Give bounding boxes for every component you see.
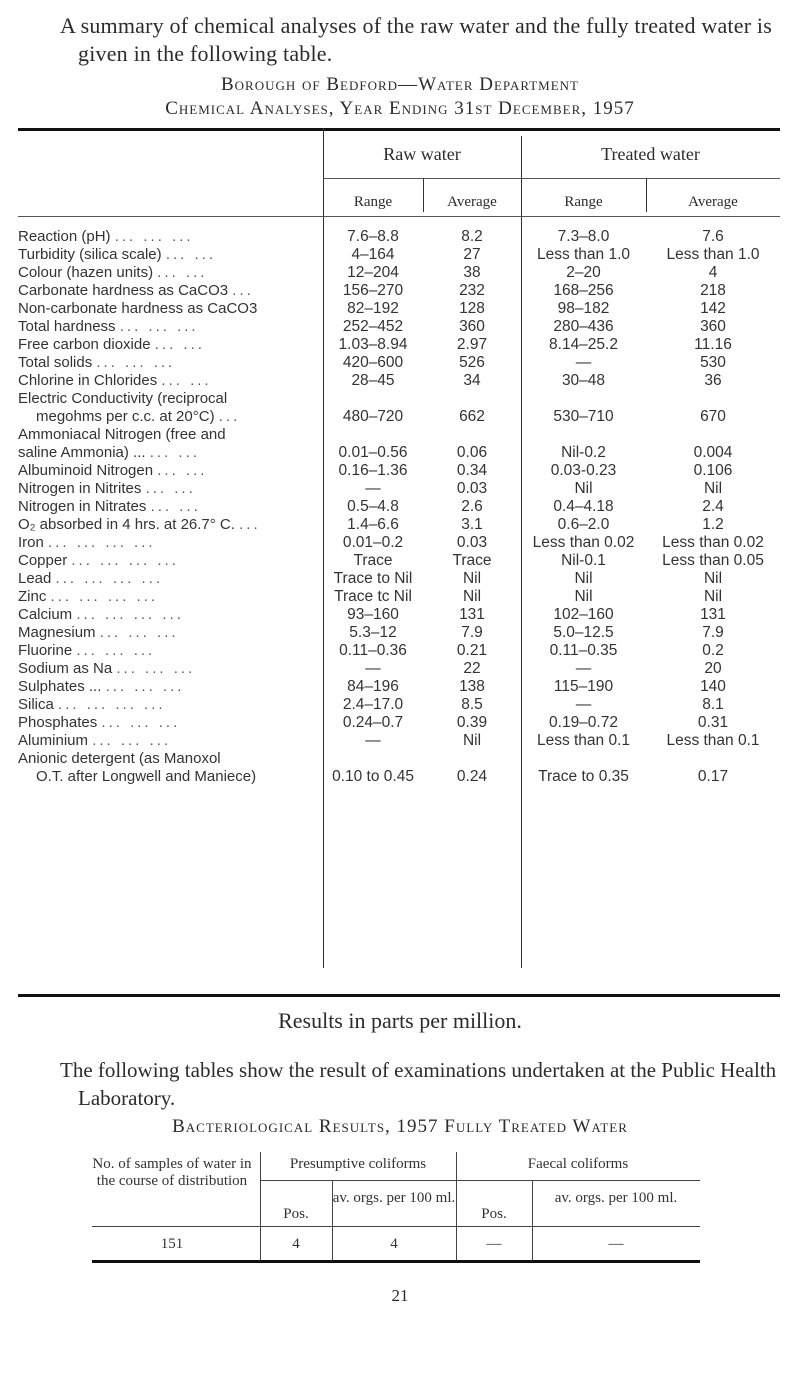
raw-average-value: Trace (452, 552, 492, 569)
treated-average-value: 360 (700, 318, 726, 335)
raw-average-header: Average (447, 194, 497, 210)
parameter-label-cont (18, 408, 323, 426)
table-row (18, 354, 780, 372)
raw-average-value: 22 (463, 660, 481, 677)
parameter-label: Ammoniacal Nitrogen (free and (18, 426, 226, 443)
parameter-label: Calcium (18, 606, 73, 623)
divider-raw-cols (423, 178, 424, 212)
parameter-label: Silica (18, 696, 54, 713)
table-row (18, 498, 780, 516)
table-row (18, 318, 780, 336)
raw-average-value: 3.1 (461, 516, 483, 533)
treated-average-value: 36 (704, 372, 722, 389)
parameter-name (18, 552, 323, 570)
raw-average-value: 232 (459, 282, 485, 299)
parameter-name (18, 732, 323, 750)
raw-average-value: 2.97 (456, 336, 488, 353)
parameter-name (18, 336, 323, 354)
faecal-avorgs-value: — (608, 1236, 624, 1252)
treated-range-value: — (575, 696, 592, 713)
raw-average-value: 7.9 (461, 624, 483, 641)
raw-range-value: 0.11–0.36 (339, 642, 407, 659)
faecal-pos-value: — (486, 1236, 502, 1252)
parameter-name (18, 606, 323, 624)
leader-dots: ... ... ... (119, 318, 199, 335)
analysis-rows (18, 228, 780, 786)
raw-average-value: 8.5 (461, 696, 483, 713)
raw-range-value: 0.10 to 0.45 (332, 768, 414, 785)
parameter-label: Nitrogen in Nitrites (18, 480, 142, 497)
leader-dots: ... ... (165, 246, 217, 263)
raw-average-value: 128 (459, 300, 485, 317)
treated-average-value: 530 (700, 354, 726, 371)
parameter-name (18, 642, 323, 660)
raw-average-value: 526 (459, 354, 485, 371)
treated-range-value: 530–710 (553, 408, 614, 425)
raw-average-value: 662 (459, 408, 485, 425)
treated-range-value: 280–436 (553, 318, 614, 335)
parameter-name (18, 264, 323, 282)
parameter-name (18, 282, 323, 300)
presumptive-pos-value: 4 (292, 1236, 300, 1252)
table-row (18, 390, 780, 426)
treated-range-value: Nil (574, 480, 593, 497)
raw-average-value: 27 (463, 246, 481, 263)
leader-dots: ... ... ... ... (76, 606, 184, 623)
parameter-name (18, 318, 323, 336)
table-row (18, 246, 780, 264)
raw-average-value: 8.2 (461, 228, 483, 245)
parameter-name (18, 588, 323, 606)
header-bottom-rule (18, 216, 780, 217)
intro-paragraph: A summary of chemical analyses of the raw water and the fully treated water is given in the following table. (60, 13, 773, 66)
treated-average-value: Less than 0.1 (666, 732, 760, 749)
treated-range-value: 115–190 (553, 678, 614, 695)
parameter-label: Free carbon dioxide (18, 336, 151, 353)
parameter-label-cont (18, 768, 323, 786)
leader-dots: ... ... ... (101, 714, 181, 731)
treated-water-header: Treated water (601, 144, 700, 164)
table-row (18, 300, 780, 318)
raw-range-value: 480–720 (342, 408, 404, 425)
raw-range-value: 156–270 (342, 282, 404, 299)
parameter-name (18, 246, 323, 264)
raw-average-value: 0.21 (456, 642, 488, 659)
parameter-name (18, 228, 323, 246)
parameter-name (18, 570, 323, 588)
table-row (18, 642, 780, 660)
presumptive-avorgs-header: av. orgs. per 100 ml. (332, 1190, 456, 1206)
treated-range-header: Range (564, 194, 603, 210)
parameter-label: Aluminium (18, 732, 89, 749)
table-row (18, 570, 780, 588)
table-row (18, 336, 780, 354)
parameter-label: Colour (hazen units) (18, 264, 154, 281)
raw-range-value: Trace to Nil (333, 570, 413, 587)
raw-range-value: 82–192 (347, 300, 399, 317)
faecal-pos-header: Pos. (481, 1206, 507, 1222)
raw-average-value: Nil (462, 588, 482, 605)
raw-range-value: 252–452 (342, 318, 404, 335)
raw-range-value: 0.24–0.7 (342, 714, 404, 731)
table-row (18, 426, 780, 462)
bacteriological-heading: Bacteriological Results, 1957 Fully Treated Water (172, 1116, 628, 1137)
raw-average-value: 0.34 (456, 462, 488, 479)
parameter-label: Copper (18, 552, 68, 569)
parameter-label: Reaction (pH) (18, 228, 111, 245)
parameter-name (18, 354, 323, 372)
treated-range-value: Nil (574, 570, 593, 587)
raw-range-value: 5.3–12 (349, 624, 397, 641)
table-row (18, 516, 780, 534)
bact-bottom-rule (92, 1260, 700, 1263)
parameter-name (18, 372, 323, 390)
header-sub-rule (323, 178, 780, 179)
presumptive-pos-header: Pos. (283, 1206, 309, 1222)
raw-range-header: Range (353, 194, 393, 210)
parameter-name (18, 462, 323, 480)
following-tables-paragraph: The following tables show the result of examinations undertaken at the Public Health Laboratory. (60, 1058, 777, 1110)
treated-range-value: 0.4–4.18 (553, 498, 614, 515)
parameter-label: Magnesium (18, 624, 96, 641)
treated-average-value: Less than 1.0 (666, 246, 760, 263)
treated-range-value: 0.11–0.35 (549, 642, 618, 659)
raw-range-value: 0.16–1.36 (338, 462, 408, 479)
treated-range-value: Less than 1.0 (536, 246, 631, 263)
results-note: Results in parts per million. (278, 1008, 522, 1033)
bacteriological-table (92, 1152, 700, 1252)
leader-dots: ... ... ... (116, 660, 196, 677)
raw-range-value: 0.01–0.2 (342, 534, 404, 551)
parameter-label: O₂ absorbed in 4 hrs. at 26.7° C. (18, 516, 235, 533)
leader-dots: ... ... ... (114, 228, 194, 245)
table-row (18, 750, 780, 786)
raw-average-value: 138 (459, 678, 485, 695)
raw-range-value: — (365, 732, 381, 749)
treated-range-value: 2–20 (566, 264, 601, 281)
presumptive-avorgs-value: 4 (390, 1236, 398, 1252)
treated-range-value: 0.19–0.72 (549, 714, 618, 731)
treated-range-value: Nil-0.1 (561, 552, 606, 569)
raw-range-value: 2.4–17.0 (342, 696, 404, 713)
treated-range-value: — (575, 354, 592, 371)
raw-water-header: Raw water (383, 144, 461, 164)
treated-average-value: 142 (700, 300, 726, 317)
parameter-label: Zinc (18, 588, 47, 605)
raw-range-value: 0.5–4.8 (347, 498, 399, 515)
treated-range-value: 7.3–8.0 (557, 228, 610, 245)
raw-average-value: 0.03 (456, 534, 488, 551)
treated-average-value: Nil (703, 570, 723, 587)
divider-treated-cols (646, 178, 647, 212)
raw-range-value: — (365, 480, 381, 497)
raw-range-value: 28–45 (351, 372, 395, 389)
table-row (18, 714, 780, 732)
table-row (18, 732, 780, 750)
bact-row-divider-4 (532, 1226, 533, 1260)
treated-average-value: 1.2 (702, 516, 724, 533)
raw-range-value: 1.4–6.6 (347, 516, 399, 533)
leader-dots: ... ... ... (99, 624, 179, 641)
presumptive-header: Presumptive coliforms (289, 1156, 427, 1172)
leader-dots: ... (218, 408, 241, 425)
treated-average-value: 131 (700, 606, 726, 623)
parameter-label: Phosphates (18, 714, 98, 731)
raw-range-value: Trace tc Nil (334, 588, 412, 605)
top-rule (18, 128, 780, 131)
treated-range-value: 102–160 (553, 606, 614, 623)
parameter-name (18, 390, 323, 426)
parameter-label: Turbidity (silica scale) (18, 246, 162, 263)
table-row (18, 372, 780, 390)
raw-average-value: 34 (463, 372, 481, 389)
leader-dots: ... ... (145, 480, 196, 497)
treated-range-value: 0.03-0.23 (550, 462, 617, 479)
parameter-name (18, 660, 323, 678)
raw-range-value: 93–160 (347, 606, 399, 623)
table-row (18, 660, 780, 678)
raw-average-value: 38 (463, 264, 481, 281)
leader-dots: ... ... ... (76, 642, 156, 659)
treated-average-value: 7.6 (702, 228, 724, 245)
treated-average-value: 11.16 (694, 336, 732, 353)
bact-row-divider-3 (456, 1226, 457, 1260)
leader-dots: ... ... (150, 498, 201, 515)
treated-range-value: Nil-0.2 (561, 444, 606, 461)
raw-range-value: 7.6–8.8 (347, 228, 399, 245)
parameter-name (18, 750, 323, 786)
table-row (18, 606, 780, 624)
treated-range-value: 168–256 (553, 282, 614, 299)
bottom-rule (18, 994, 780, 997)
parameter-label: Chlorine in Chlorides (18, 372, 158, 389)
page-number: 21 (391, 1286, 409, 1305)
treated-average-value: Less than 0.05 (662, 552, 764, 569)
samples-value: 151 (160, 1236, 184, 1252)
leader-dots: ... ... ... ... (48, 534, 156, 551)
leader-dots: ... ... ... ... (55, 570, 164, 587)
treated-range-value: 30–48 (561, 372, 606, 389)
table-row (18, 462, 780, 480)
raw-average-value: 131 (459, 606, 485, 623)
treated-average-value: 0.106 (693, 462, 733, 479)
table-row (18, 282, 780, 300)
treated-average-value: 0.17 (697, 768, 729, 785)
parameter-label: Carbonate hardness as CaCO3 (18, 282, 229, 299)
raw-average-value: 2.6 (461, 498, 483, 515)
treated-range-value: 0.6–2.0 (557, 516, 610, 533)
table-row (18, 624, 780, 642)
treated-average-value: 7.9 (702, 624, 724, 641)
raw-range-value: 84–196 (347, 678, 399, 695)
treated-range-value: Trace to 0.35 (538, 768, 629, 785)
parameter-label-line2: O.T. after Longwell and Maniece) (36, 768, 257, 785)
parameter-name (18, 498, 323, 516)
treated-average-value: Less than 0.02 (662, 534, 764, 551)
raw-average-value: 0.06 (456, 444, 488, 461)
parameter-label: Total solids (18, 354, 93, 371)
analyses-heading: Chemical Analyses, Year Ending 31st December, 1957 (165, 98, 635, 119)
treated-average-value: 2.4 (702, 498, 724, 515)
table-row (18, 678, 780, 696)
department-heading: Borough of Bedford—Water Department (220, 74, 579, 95)
leader-dots: ... ... (157, 462, 208, 479)
treated-range-value: Less than 0.1 (536, 732, 631, 749)
table-row (18, 264, 780, 282)
faecal-header: Faecal coliforms (527, 1156, 629, 1172)
treated-average-value: 140 (700, 678, 726, 695)
leader-dots: ... ... (154, 336, 205, 353)
table-row (18, 480, 780, 498)
raw-range-value: 12–204 (347, 264, 399, 281)
parameter-name (18, 426, 323, 462)
table-row (18, 534, 780, 552)
raw-range-value: 420–600 (342, 354, 404, 371)
treated-range-value: 5.0–12.5 (553, 624, 614, 641)
bact-row-divider-2 (332, 1226, 333, 1260)
parameter-label: Albuminoid Nitrogen (18, 462, 154, 479)
leader-dots: ... ... ... ... (71, 552, 179, 569)
parameter-label: Total hardness (18, 318, 116, 335)
raw-range-value: Trace (353, 552, 393, 569)
leader-dots: ... (239, 516, 261, 533)
table-row (18, 228, 780, 246)
treated-average-value: 218 (700, 282, 726, 299)
treated-range-value: 8.14–25.2 (549, 336, 618, 353)
parameter-label: Electric Conductivity (reciprocal (18, 390, 228, 407)
parameter-label: Sodium as Na (18, 660, 113, 677)
parameter-label: Fluorine (18, 642, 73, 659)
parameter-label: Nitrogen in Nitrates (18, 498, 147, 515)
treated-range-value: — (575, 660, 592, 677)
faecal-avorgs-header: av. orgs. per 100 ml. (554, 1190, 678, 1206)
treated-average-value: 0.2 (702, 642, 724, 659)
table-row (18, 588, 780, 606)
parameter-name (18, 480, 323, 498)
parameter-name (18, 534, 323, 552)
raw-average-value: 0.24 (456, 768, 488, 785)
bact-group-rule (260, 1180, 700, 1181)
table-row (18, 552, 780, 570)
raw-average-value: 0.39 (456, 714, 488, 731)
raw-average-value: 360 (459, 318, 485, 335)
treated-average-value: 20 (704, 660, 722, 677)
parameter-label: Lead (18, 570, 52, 587)
treated-range-value: 98–182 (557, 300, 610, 317)
leader-dots: ... ... ... ... (58, 696, 166, 713)
bact-row-divider-1 (260, 1226, 261, 1260)
parameter-name (18, 696, 323, 714)
treated-average-value: 4 (708, 264, 718, 281)
treated-range-value: Less than 0.02 (532, 534, 635, 551)
parameter-label-cont (18, 444, 323, 462)
raw-range-value: 4–164 (351, 246, 395, 263)
parameter-label: Non-carbonate hardness as CaCO3 (18, 300, 258, 317)
leader-dots: ... ... ... (105, 678, 185, 695)
leader-dots: ... ... (157, 264, 208, 281)
raw-average-value: Nil (462, 732, 482, 749)
leader-dots: ... (232, 282, 254, 299)
treated-average-value: 670 (700, 408, 726, 425)
treated-average-value: Nil (703, 588, 723, 605)
leader-dots: ... ... (161, 372, 212, 389)
raw-range-value: 0.01–0.56 (338, 444, 408, 461)
treated-range-value: Nil (574, 588, 593, 605)
parameter-name (18, 678, 323, 696)
raw-average-value: 0.03 (456, 480, 488, 497)
parameter-name (18, 624, 323, 642)
parameter-label: Anionic detergent (as Manoxol (18, 750, 221, 767)
leader-dots: ... ... (149, 444, 200, 461)
parameter-name (18, 516, 323, 534)
leader-dots: ... ... ... ... (50, 588, 159, 605)
table-row (18, 696, 780, 714)
treated-average-value: Nil (703, 480, 723, 497)
parameter-label-line2: saline Ammonia) ... (18, 444, 146, 461)
leader-dots: ... ... ... (92, 732, 172, 749)
samples-header: No. of samples of water in the course of distribution (92, 1156, 252, 1189)
leader-dots: ... ... ... (96, 354, 176, 371)
raw-average-value: Nil (462, 570, 482, 587)
raw-range-value: — (365, 660, 381, 677)
parameter-label: Sulphates ... (18, 678, 102, 695)
bact-header-rule (92, 1226, 700, 1227)
treated-average-value: 8.1 (702, 696, 724, 713)
raw-range-value: 1.03–8.94 (338, 336, 408, 353)
parameter-label: Iron (18, 534, 44, 551)
treated-average-header: Average (688, 194, 738, 210)
treated-average-value: 0.004 (693, 444, 733, 461)
treated-average-value: 0.31 (697, 714, 729, 731)
parameter-name (18, 300, 323, 318)
parameter-label-line2: megohms per c.c. at 20°C) (36, 408, 215, 425)
parameter-name (18, 714, 323, 732)
